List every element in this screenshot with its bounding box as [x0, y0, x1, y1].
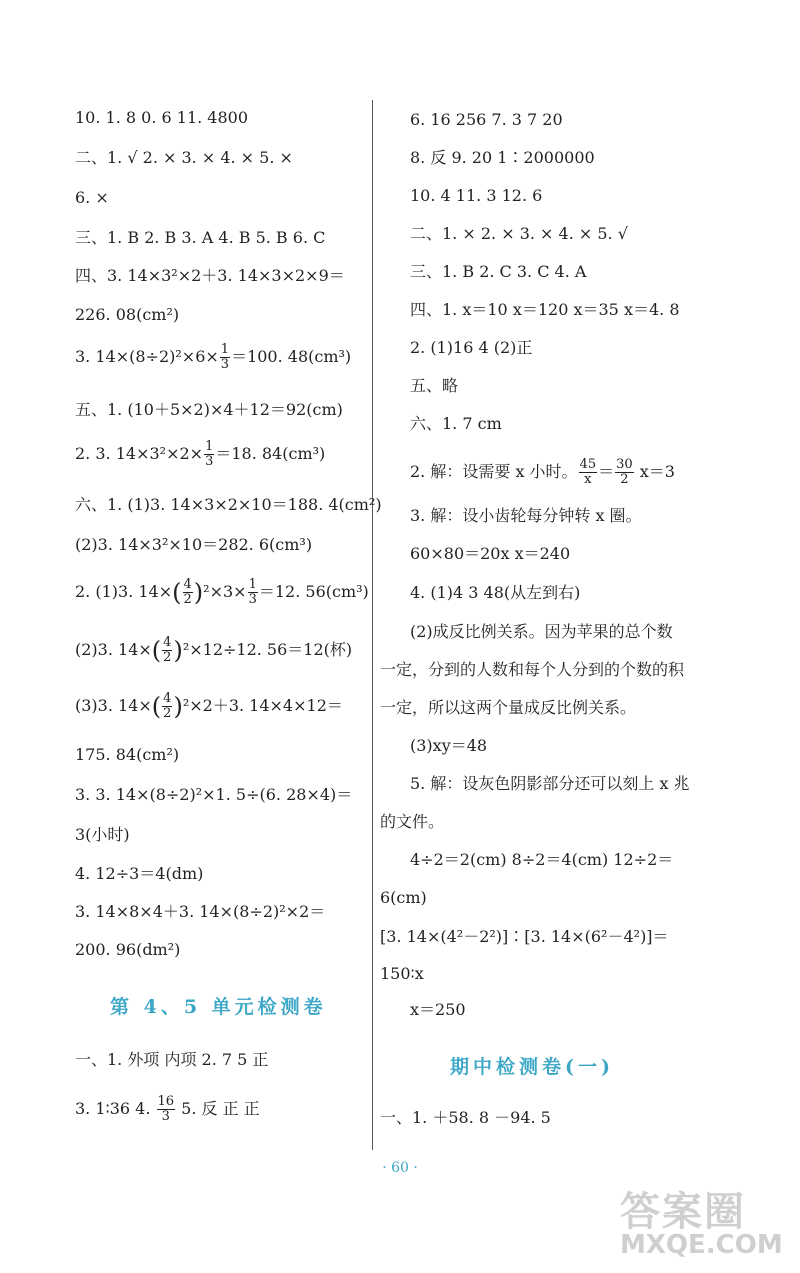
answer-line: 五、略 [410, 376, 459, 395]
answer-line: 的文件。 [380, 812, 445, 831]
answer-line: 6(cm) [380, 888, 427, 907]
fraction: $\frac{45}{x}$ [579, 457, 597, 487]
answer-line: 150∶x [380, 964, 424, 983]
answer-line: (3)xy＝48 [410, 736, 488, 755]
answer-line: 3(小时) [75, 825, 130, 844]
fraction: $\frac{4}{2}$ [163, 691, 172, 721]
answer-line: 四、1. x＝10 x＝120 x＝35 x＝4. 8 [410, 300, 680, 319]
formula-line: (2)3. 14×( $\frac{4}{2}$ )²×12÷12. 56＝12(杯) [75, 635, 353, 665]
formula-line: 2. 解：设需要 x 小时。 $\frac{45}{x}$ ＝ $\frac{30}{2}$ x＝3 [410, 457, 675, 487]
watermark-logo: 答案圈 MXQE.COM [620, 1189, 783, 1260]
section-title: 期中检测卷(一) [450, 1056, 614, 1078]
answer-line: 3. 14×8×4＋3. 14×(8÷2)²×2＝ [75, 902, 326, 921]
answer-line: 3. 解：设小齿轮每分钟转 x 圈。 [410, 506, 642, 525]
answer-line: x＝250 [410, 1000, 466, 1019]
fraction: $\frac{1}{3}$ [248, 577, 257, 607]
answer-line: 3. 3. 14×(8÷2)²×1. 5÷(6. 28×4)＝ [75, 785, 353, 804]
paragraph-line: 一定，分到的人数和每个人分到的个数的积 [380, 660, 685, 679]
answer-line: 60×80＝20x x＝240 [410, 544, 571, 563]
answer-line: 6. × [75, 188, 109, 207]
answer-line: 一、1. 外项 内项 2. 7 5 正 [75, 1050, 269, 1069]
answer-line: 2. (1)16 4 (2)正 [410, 338, 533, 357]
answer-line: 4. (1)4 3 48(从左到右) [410, 583, 581, 602]
answer-line: 一、1. ＋58. 8 －94. 5 [380, 1108, 551, 1127]
answer-line: 200. 96(dm²) [75, 940, 181, 959]
column-divider [372, 100, 373, 1150]
fraction: $\frac{1}{3}$ [220, 342, 230, 372]
paragraph-line: 一定，所以这两个量成反比例关系。 [380, 698, 637, 717]
answer-line: 10. 4 11. 3 12. 6 [410, 186, 543, 205]
formula-line: 2. 3. 14×3²×2× $\frac{1}{3}$ ＝18. 84(cm³) [75, 439, 326, 469]
answer-line: 5. 解：设灰色阴影部分还可以刻上 x 兆 [410, 774, 690, 793]
answer-line: 8. 反 9. 20 1∶2000000 [410, 148, 595, 167]
answer-line: 五、1. (10＋5×2)×4＋12＝92(cm) [75, 400, 343, 419]
formula-line: (3)3. 14×( $\frac{4}{2}$ )²×2＋3. 14×4×12＝ [75, 691, 343, 721]
paragraph-line: (2)成反比例关系。因为苹果的总个数 [410, 622, 673, 641]
answer-line: [3. 14×(4²－2²)]∶[3. 14×(6²－4²)]＝ [380, 927, 669, 946]
answer-line: 175. 84(cm²) [75, 745, 180, 764]
answer-line: 226. 08(cm²) [75, 305, 180, 324]
page-number: · 60 · [382, 1160, 418, 1176]
answer-line: (2)3. 14×3²×10＝282. 6(cm³) [75, 535, 313, 554]
fraction: $\frac{4}{2}$ [183, 577, 192, 607]
answer-line: 4÷2＝2(cm) 8÷2＝4(cm) 12÷2＝ [410, 850, 674, 869]
answer-line: 四、3. 14×3²×2＋3. 14×3×2×9＝ [75, 266, 345, 285]
answer-line: 二、1. √ 2. × 3. × 4. × 5. × [75, 148, 293, 167]
answer-line: 4. 12÷3＝4(dm) [75, 864, 204, 883]
formula-line: 2. (1)3. 14×( $\frac{4}{2}$ )²×3× $\frac{1}{3}$ ＝12. 56(cm³) [75, 577, 369, 607]
fraction: $\frac{30}{2}$ [616, 457, 633, 487]
formula-line: 3. 1∶36 4. $\frac{16}{3}$ 5. 反 正 正 [75, 1094, 260, 1124]
answer-line: 三、1. B 2. B 3. A 4. B 5. B 6. C [75, 228, 326, 247]
fraction: $\frac{1}{3}$ [205, 439, 214, 469]
answer-line: 六、1. 7 cm [410, 414, 502, 433]
answer-line: 三、1. B 2. C 3. C 4. A [410, 262, 587, 281]
answer-line: 10. 1. 8 0. 6 11. 4800 [75, 108, 249, 127]
section-title: 第 4、5 单元检测卷 [110, 996, 327, 1018]
answer-line: 二、1. × 2. × 3. × 4. × 5. √ [410, 224, 628, 243]
fraction: $\frac{16}{3}$ [157, 1094, 175, 1124]
formula-line: 3. 14×(8÷2)²×6× $\frac{1}{3}$ ＝100. 48(cm³) [75, 342, 352, 372]
answer-line: 6. 16 256 7. 3 7 20 [410, 110, 563, 129]
answer-line: 六、1. (1)3. 14×3×2×10＝188. 4(cm²) [75, 495, 382, 514]
fraction: $\frac{4}{2}$ [163, 635, 172, 665]
